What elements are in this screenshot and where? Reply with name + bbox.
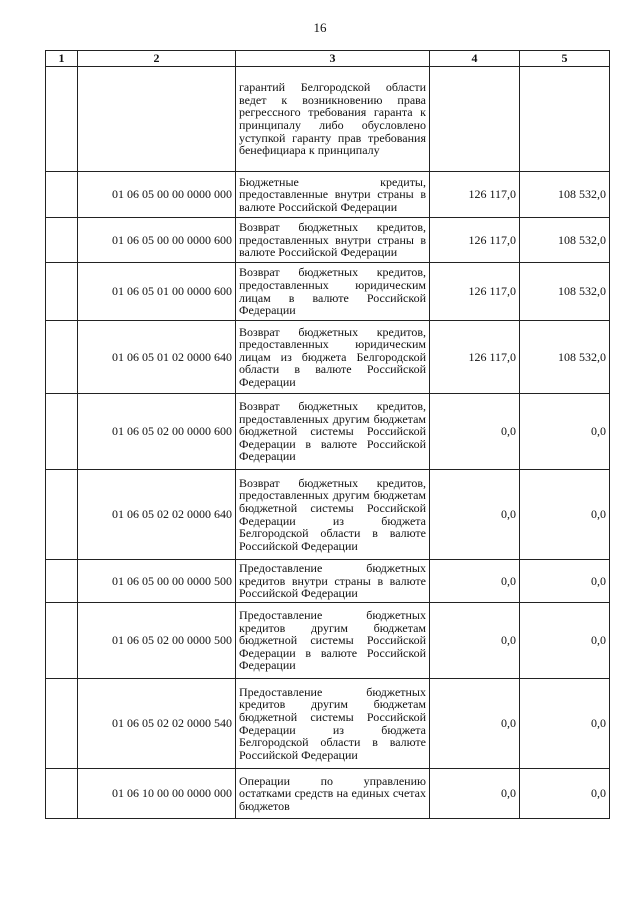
value-2024-cell (430, 67, 520, 172)
value-2024-cell: 126 117,0 (430, 321, 520, 394)
table-row (46, 263, 610, 321)
budget-code-cell: 01 06 05 02 00 0000 600 (78, 394, 236, 470)
row-number-cell (46, 321, 78, 394)
budget-code-cell: 01 06 05 02 02 0000 640 (78, 470, 236, 560)
budget-code-cell: 01 06 05 00 00 0000 600 (78, 218, 236, 263)
table-row (46, 769, 610, 819)
value-2024-cell: 0,0 (430, 679, 520, 769)
value-2025-cell: 0,0 (520, 560, 610, 603)
table-row (46, 67, 610, 172)
value-2024-cell: 126 117,0 (430, 263, 520, 321)
value-2025-cell: 0,0 (520, 394, 610, 470)
value-2025-cell: 108 532,0 (520, 172, 610, 218)
row-number-cell (46, 603, 78, 679)
description-cell: Возврат бюджетных кредитов, предоставленных другим бюджетам бюджетной системы Российской Федерации из бюджета Белгородской области в валюте Российской Федерации (236, 470, 430, 560)
description-cell: Операции по управлению остатками средств на единых счетах бюджетов (236, 769, 430, 819)
budget-code-cell: 01 06 05 00 00 0000 500 (78, 560, 236, 603)
budget-sources-table (45, 50, 610, 819)
value-2025-cell: 0,0 (520, 603, 610, 679)
value-2025-cell: 108 532,0 (520, 321, 610, 394)
value-2025-cell: 0,0 (520, 470, 610, 560)
budget-code-cell: 01 06 05 02 02 0000 540 (78, 679, 236, 769)
value-2025-cell: 0,0 (520, 769, 610, 819)
budget-code-cell: 01 06 10 00 00 0000 000 (78, 769, 236, 819)
table-row (46, 394, 610, 470)
value-2024-cell: 126 117,0 (430, 172, 520, 218)
value-2024-cell: 0,0 (430, 470, 520, 560)
row-number-cell (46, 67, 78, 172)
table-row (46, 603, 610, 679)
row-number-cell (46, 172, 78, 218)
column-header-1: 1 (46, 51, 78, 67)
description-cell: Предоставление бюджетных кредитов другим бюджетам бюджетной системы Российской Федерации из бюджета Белгородской области в валюте Российской Федерации (236, 679, 430, 769)
description-cell: Возврат бюджетных кредитов, предоставленных другим бюджетам бюджетной системы Российской Федерации в валюте Российской Федерации (236, 394, 430, 470)
table-row (46, 321, 610, 394)
table-header-row (46, 51, 610, 67)
budget-code-cell: 01 06 05 01 00 0000 600 (78, 263, 236, 321)
description-cell: Возврат бюджетных кредитов, предоставленных юридическим лицам в валюте Российской Федерации (236, 263, 430, 321)
value-2024-cell: 0,0 (430, 560, 520, 603)
row-number-cell (46, 560, 78, 603)
description-cell: Бюджетные кредиты, предоставленные внутри страны в валюте Российской Федерации (236, 172, 430, 218)
value-2025-cell: 108 532,0 (520, 218, 610, 263)
row-number-cell (46, 470, 78, 560)
table-row (46, 470, 610, 560)
description-cell: Предоставление бюджетных кредитов другим бюджетам бюджетной системы Российской Федерации в валюте Российской Федерации (236, 603, 430, 679)
value-2025-cell: 108 532,0 (520, 263, 610, 321)
budget-code-cell: 01 06 05 02 00 0000 500 (78, 603, 236, 679)
value-2024-cell: 0,0 (430, 394, 520, 470)
column-header-4: 4 (430, 51, 520, 67)
page-number: 16 (313, 20, 327, 35)
value-2025-cell: 0,0 (520, 679, 610, 769)
description-cell: гарантий Белгородской области ведет к возникновению права регрессного требования гаранта к принципалу либо обусловлено уступкой гаранту прав требования бенефициара к принципалу (236, 67, 430, 172)
value-2024-cell: 0,0 (430, 769, 520, 819)
table-row (46, 679, 610, 769)
column-header-3: 3 (236, 51, 430, 67)
description-cell: Возврат бюджетных кредитов, предоставленных внутри страны в валюте Российской Федерации (236, 218, 430, 263)
column-header-2: 2 (78, 51, 236, 67)
description-cell: Предоставление бюджетных кредитов внутри страны в валюте Российской Федерации (236, 560, 430, 603)
budget-code-cell: 01 06 05 00 00 0000 000 (78, 172, 236, 218)
value-2024-cell: 126 117,0 (430, 218, 520, 263)
row-number-cell (46, 218, 78, 263)
row-number-cell (46, 263, 78, 321)
table-row (46, 172, 610, 218)
budget-code-cell (78, 67, 236, 172)
table-row (46, 218, 610, 263)
table-row (46, 560, 610, 603)
row-number-cell (46, 769, 78, 819)
value-2025-cell (520, 67, 610, 172)
row-number-cell (46, 679, 78, 769)
budget-code-cell: 01 06 05 01 02 0000 640 (78, 321, 236, 394)
description-cell: Возврат бюджетных кредитов, предоставленных юридическим лицам из бюджета Белгородской области в валюте Российской Федерации (236, 321, 430, 394)
column-header-5: 5 (520, 51, 610, 67)
row-number-cell (46, 394, 78, 470)
value-2024-cell: 0,0 (430, 603, 520, 679)
